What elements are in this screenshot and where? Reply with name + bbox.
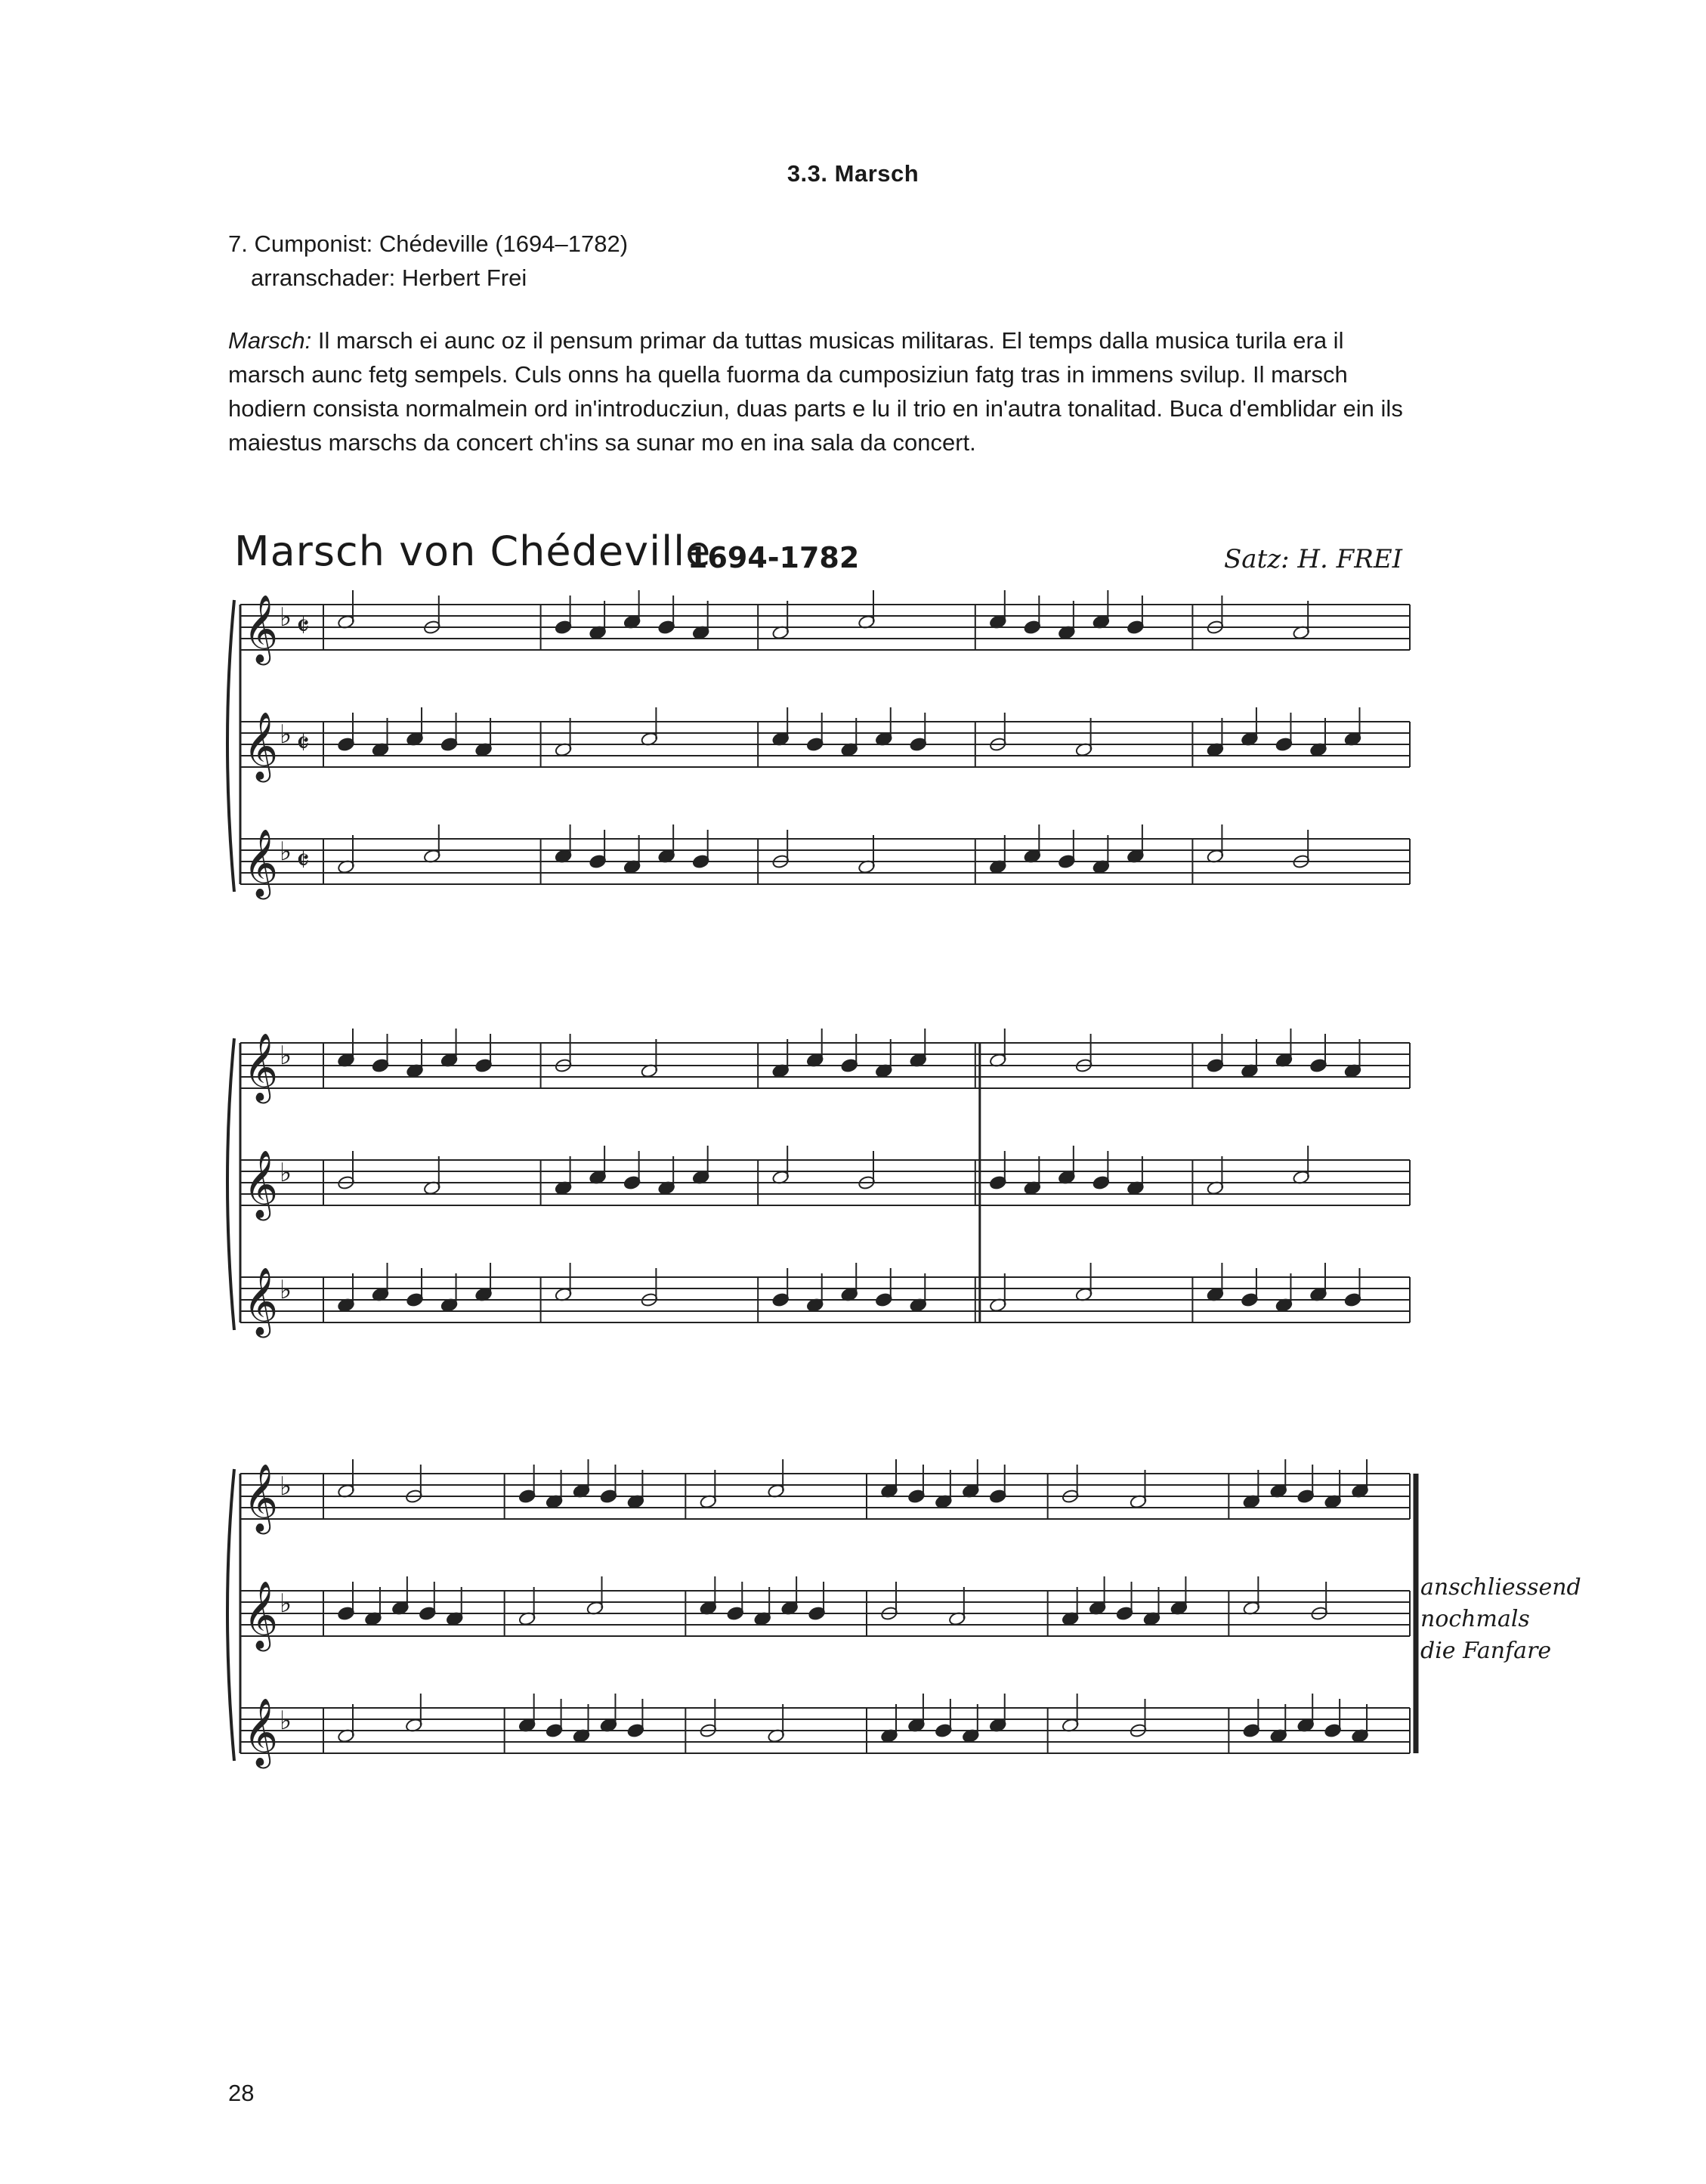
treble-clef-icon: 𝄞 [243, 1464, 279, 1532]
flat-sign-icon: ♭ [280, 719, 292, 750]
page-number: 28 [228, 2080, 255, 2106]
flat-sign-icon: ♭ [280, 1589, 292, 1619]
treble-clef-icon: 𝄞 [243, 1698, 279, 1766]
common-time-icon: 𝄵 [296, 843, 310, 878]
flat-sign-icon: ♭ [280, 1158, 292, 1188]
treble-clef-icon: 𝄞 [243, 712, 279, 780]
treble-clef-icon: 𝄞 [243, 1150, 279, 1218]
intro-paragraph [228, 323, 1407, 459]
common-time-icon: 𝄵 [296, 609, 310, 644]
score-years: 1694-1782 [688, 541, 860, 574]
score-title: Marsch von Chédeville [234, 527, 712, 575]
section-title: 3.3. Marsch [787, 160, 919, 187]
flat-sign-icon: ♭ [280, 1275, 292, 1305]
credits [228, 227, 628, 295]
flat-sign-icon: ♭ [280, 1041, 292, 1071]
common-time-icon: 𝄵 [296, 726, 310, 761]
treble-clef-icon: 𝄞 [243, 595, 279, 663]
treble-clef-icon: 𝄞 [243, 829, 279, 897]
treble-clef-icon: 𝄞 [243, 1267, 279, 1335]
flat-sign-icon: ♭ [280, 837, 292, 867]
system-bracket [227, 1469, 234, 1761]
treble-clef-icon: 𝄞 [243, 1033, 279, 1101]
score-arranger: Satz: H. FREI [1224, 544, 1403, 574]
flat-sign-icon: ♭ [280, 1471, 292, 1502]
system-bracket [227, 600, 234, 892]
music-system-1 [0, 589, 1706, 952]
flat-sign-icon: ♭ [280, 602, 292, 633]
arranger-line: arranschader: Herbert Frei [251, 264, 527, 291]
music-system-2 [0, 1028, 1706, 1391]
side-note: anschliessend nochmals die Fanfare [1420, 1574, 1581, 1664]
treble-clef-icon: 𝄞 [243, 1581, 279, 1649]
flat-sign-icon: ♭ [280, 1706, 292, 1736]
system-bracket [227, 1038, 234, 1330]
intro-text: Il marsch ei aunc oz il pensum primar da tuttas musicas militaras. El temps dalla musica turila era il marsch aunc fetg sempels. Culs onns ha quella fuorma da cumposiziun fatg tras in immens svilup. Il marsch hodiern consista normalmein ord in'introducziun, duas parts e lu il trio en in'autra tonalitad. Buca d'emblidar ein ils maiestus marschs da concert ch'ins sa sunar mo en ina sala da concert. [228, 327, 1403, 456]
intro-term: Marsch: [228, 327, 312, 354]
composer-line: 7. Cumponist: Chédeville (1694–1782) [228, 230, 629, 257]
